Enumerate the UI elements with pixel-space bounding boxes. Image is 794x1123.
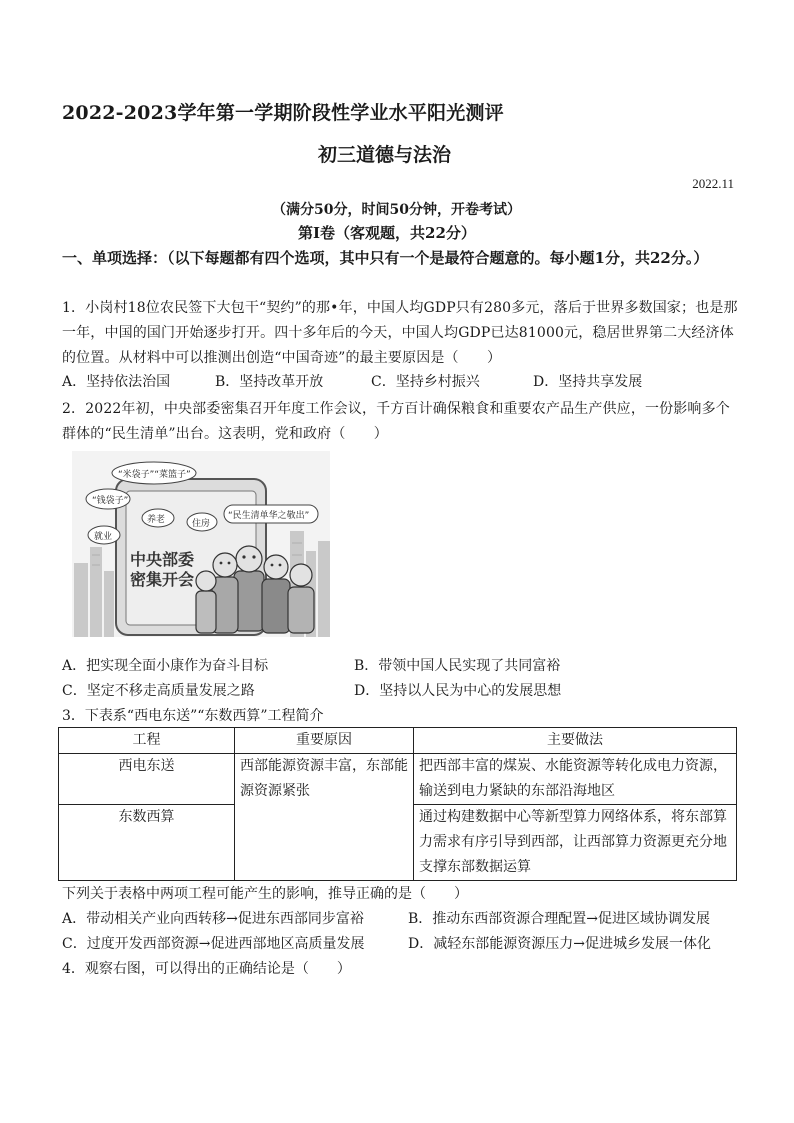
q3-option-c: C．过度开发西部资源→促进西部地区高质量发展	[62, 936, 365, 952]
screen-text-1: 中央部委	[130, 550, 195, 569]
q3-project-table	[58, 727, 737, 881]
exam-date: 2022.11	[692, 176, 734, 191]
exam-title: 2022-2023学年第一学期阶段性学业水平阳光测评	[62, 102, 504, 124]
exam-subject: 初三道德与法治	[318, 144, 452, 166]
bubble-text-4: 住房	[192, 519, 211, 529]
score-note: （满分50分，时间50分钟，开卷考试）	[272, 202, 521, 218]
table-header-cell: 工程	[59, 728, 235, 754]
q2-cartoon-image	[72, 451, 330, 637]
bubble-text-5: 就业	[94, 532, 113, 542]
table-header-cell: 主要做法	[414, 728, 737, 754]
q4-stem: 4．观察右图，可以得出的正确结论是（ ）	[62, 961, 351, 977]
section-heading: 一、单项选择：（以下每题都有四个选项，其中只有一个是最符合题意的。每小题1分，共22分。）	[62, 249, 709, 267]
part-heading: 第Ⅰ卷（客观题，共22分）	[298, 224, 476, 242]
q2-option-a: A．把实现全面小康作为奋斗目标	[62, 658, 269, 674]
q3-option-a: A．带动相关产业向西转移→促进东西部同步富裕	[62, 911, 364, 927]
table-cell-reason: 西部能源资源丰富，东部能源资源紧张	[235, 754, 414, 881]
q1-stem: 1．小岗村18位农民签下大包干“契约”的那•年，中国人均GDP只有280多元，落后于世界多数国家；也是那一年，中国的国门开始逐步打开。四十多年后的今天，中国人均GDP已达81000元，稳居世界第二大经济体的位置。从材料中可以推测出创造“中国奇迹”的最主要原因是（ ）	[62, 300, 738, 366]
q1-option-c: C．坚持乡村振兴	[371, 374, 480, 390]
q2-option-c: C．坚定不移走高质量发展之路	[62, 683, 255, 699]
q2-option-d: D．坚持以人民为中心的发展思想	[354, 683, 562, 699]
bubble-text-2: “钱袋子”	[92, 496, 129, 506]
q1-option-b: B．坚持改革开放	[215, 374, 324, 390]
table-cell-project: 东数西算	[59, 805, 235, 881]
table-cell-method: 把西部丰富的煤炭、水能资源等转化成电力资源，输送到电力紧缺的东部沿海地区	[414, 754, 737, 805]
q1-option-a: A．坚持依法治国	[62, 374, 171, 390]
table-cell-method: 通过构建数据中心等新型算力网络体系，将东部算力需求有序引导到西部，让西部算力资源更充分地支撑东部数据运算	[414, 805, 737, 881]
bubble-text-6: “民生清单华之敬出”	[228, 511, 310, 521]
table-header-cell: 重要原因	[235, 728, 414, 754]
table-row	[59, 754, 737, 805]
q1-option-d: D．坚持共享发展	[533, 374, 643, 390]
table-cell-project: 西电东送	[59, 754, 235, 805]
q3-option-b: B．推动东西部资源合理配置→促进区域协调发展	[408, 911, 711, 927]
bubble-text-1: “米袋子”“菜篮子”	[118, 470, 191, 480]
q2-option-b: B．带领中国人民实现了共同富裕	[354, 658, 561, 674]
q3-stem: 下列关于表格中两项工程可能产生的影响，推导正确的是（ ）	[62, 886, 468, 902]
bubble-text-3: 养老	[147, 515, 166, 525]
table-header-row	[59, 728, 737, 754]
q2-stem: 2．2022年初，中央部委密集召开年度工作会议，千方百计确保粮食和重要农产品生产供应，一份影响多个群体的“民生清单”出台。这表明，党和政府（ ）	[62, 401, 730, 442]
q3-option-d: D．减轻东部能源资源压力→促进城乡发展一体化	[408, 936, 711, 952]
screen-text-2: 密集开会	[130, 570, 195, 589]
q3-intro: 3．下表系“西电东送”“东数西算”工程简介	[62, 708, 324, 724]
